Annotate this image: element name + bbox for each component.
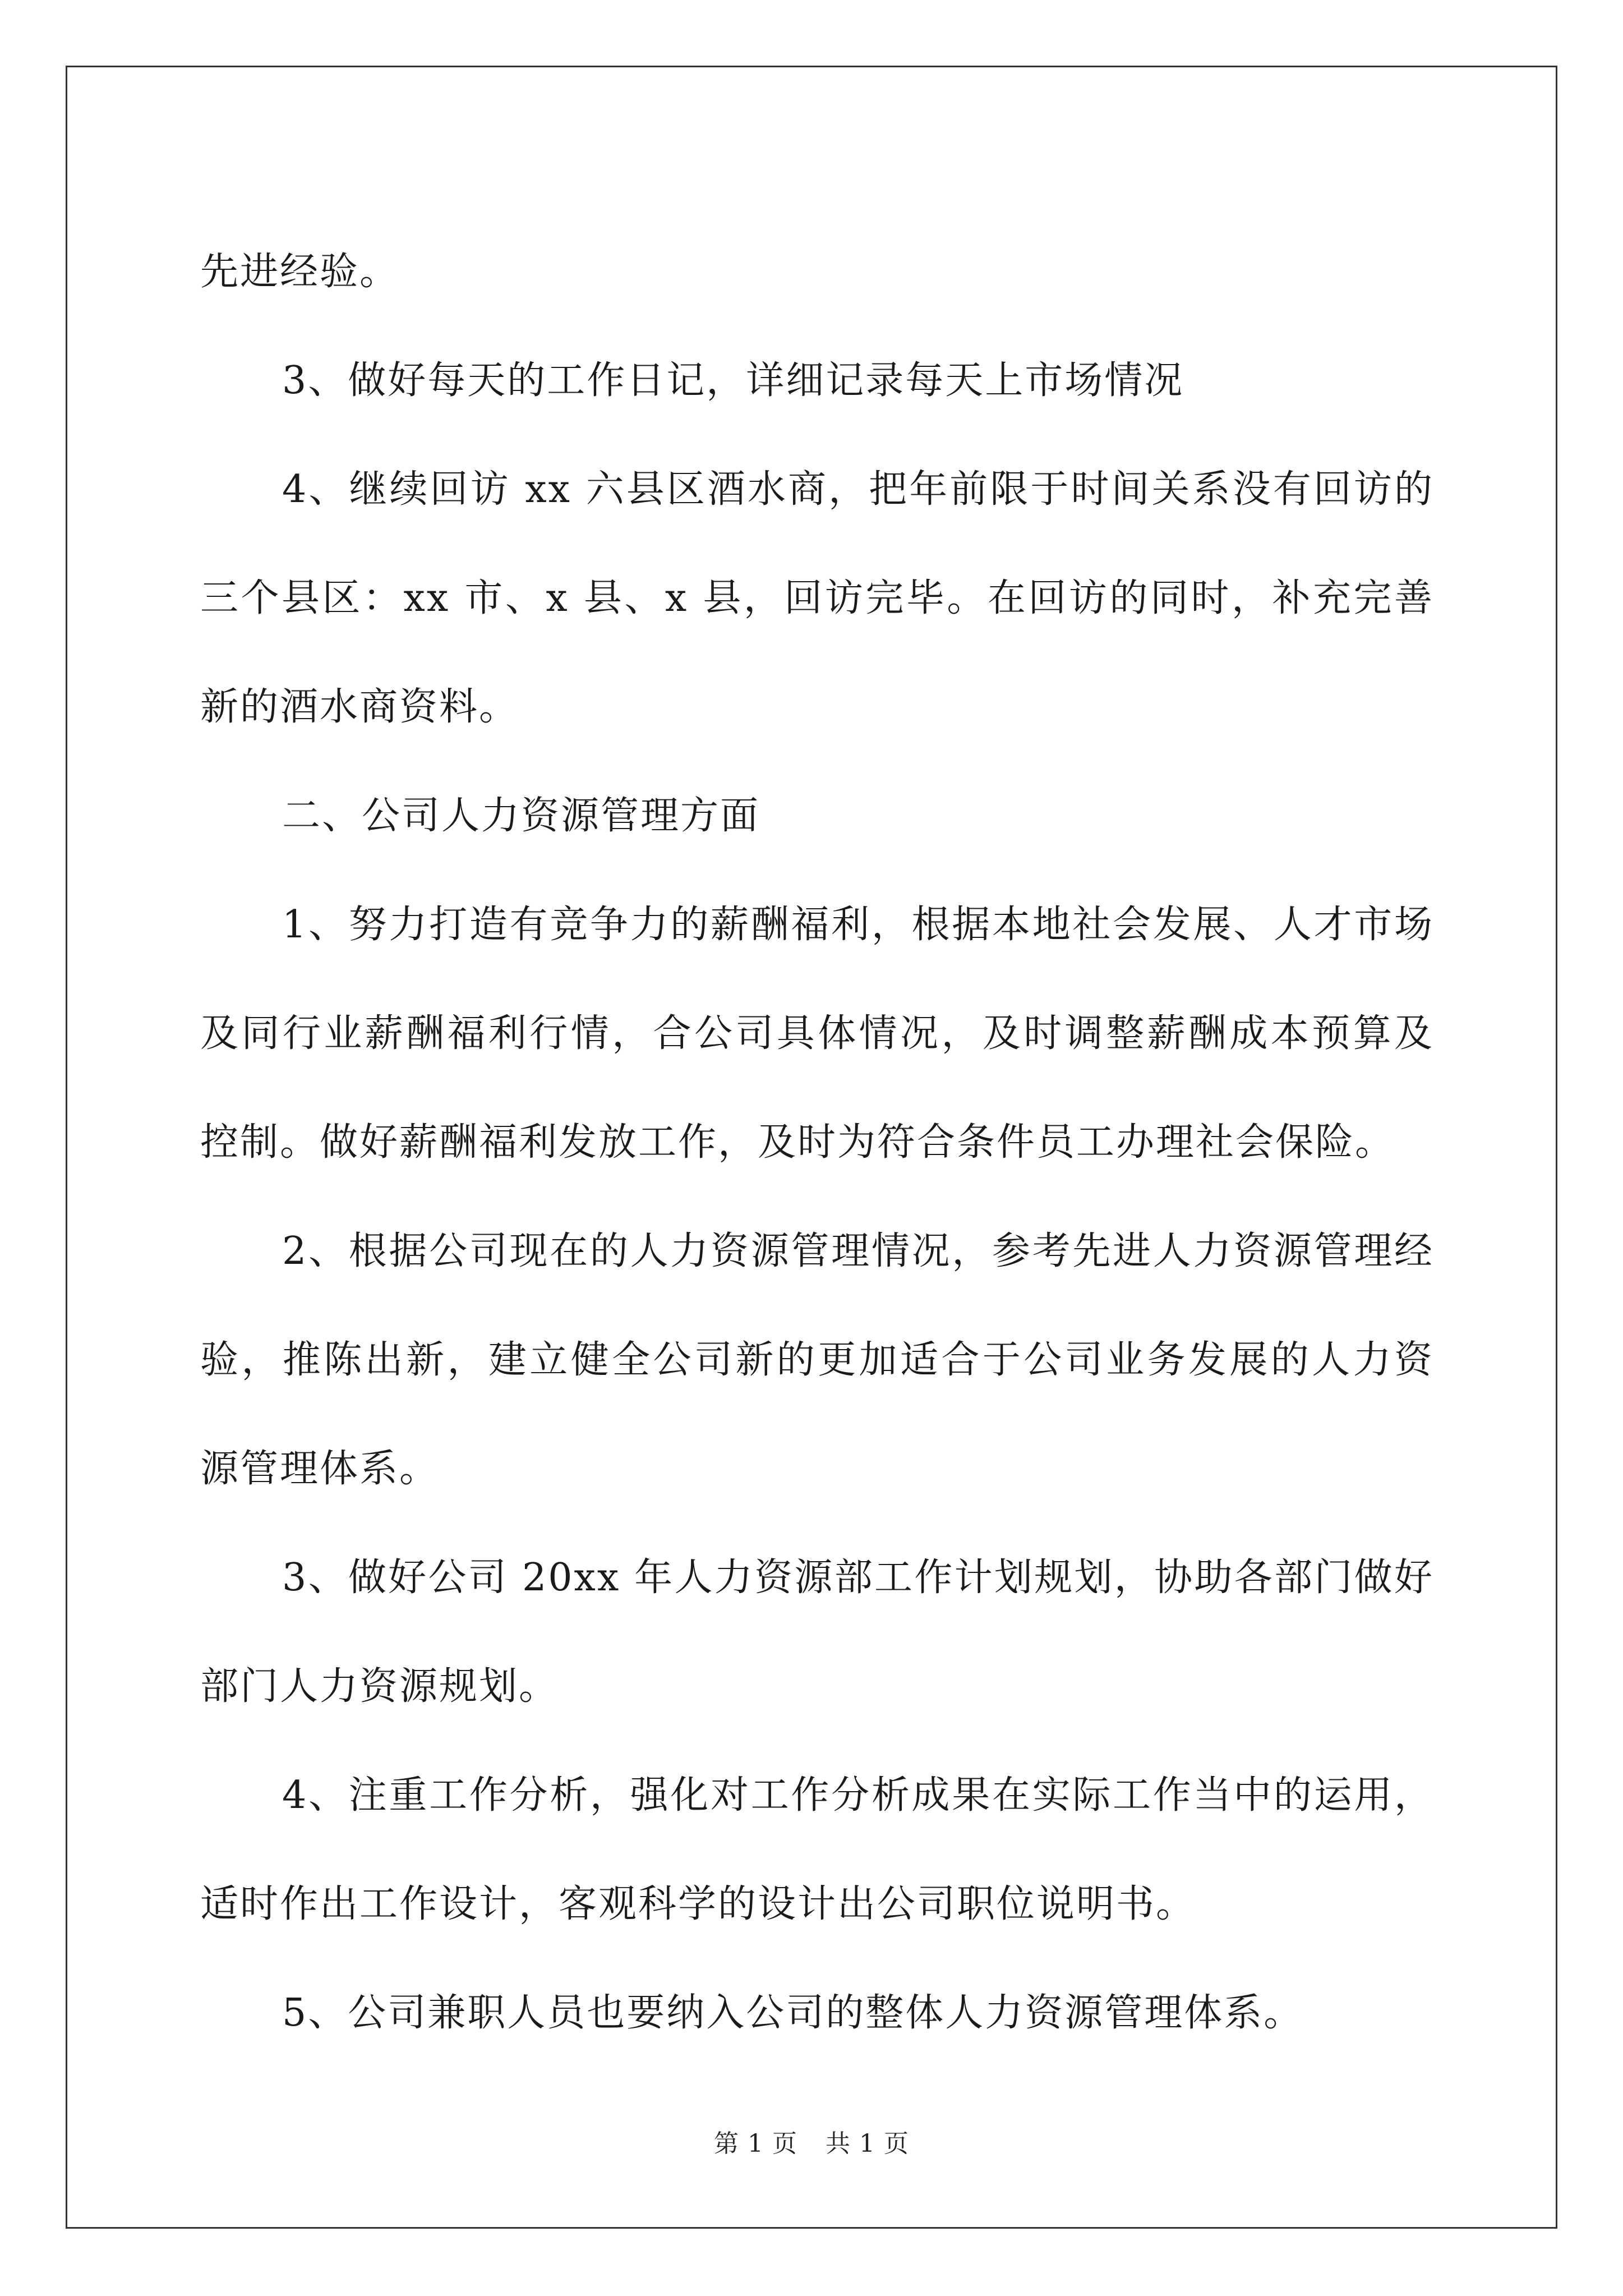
page-footer bbox=[0, 2123, 1623, 2159]
paragraph-item-3-diary: 3、做好每天的工作日记，详细记录每天上市场情况 bbox=[282, 358, 1184, 403]
paragraph-hr-item-3: 3、做好公司 20xx 年人力资源部工作计划规划，协助各部门做好部门人力资源规划。 bbox=[200, 1556, 1434, 1709]
paragraph-hr-item-1: 1、努力打造有竞争力的薪酬福利，根据本地社会发展、人才市场及同行业薪酬福利行情，合公司具体情况，及时调整薪酬成本预算及控制。做好薪酬福利发放工作，及时为符合条件员工办理社会保险。 bbox=[200, 903, 1434, 1165]
paragraph-hr-item-5: 5、公司兼职人员也要纳入公司的整体人力资源管理体系。 bbox=[282, 1991, 1304, 2035]
page-number-current: 第 1 页 bbox=[714, 2129, 797, 2158]
page-number-total: 共 1 页 bbox=[826, 2129, 909, 2158]
section-heading-hr: 二、公司人力资源管理方面 bbox=[282, 794, 760, 838]
document-body bbox=[200, 218, 1434, 2068]
paragraph-item-4-revisit: 4、继续回访 xx 六县区酒水商，把年前限于时间关系没有回访的三个县区：xx 市、x 县、x 县，回访完毕。在回访的同时，补充完善新的酒水商资料。 bbox=[200, 467, 1434, 729]
paragraph-hr-item-2: 2、根据公司现在的人力资源管理情况，参考先进人力资源管理经验，推陈出新，建立健全公司新的更加适合于公司业务发展的人力资源管理体系。 bbox=[200, 1229, 1434, 1491]
paragraph-continuation: 先进经验。 bbox=[200, 250, 400, 294]
paragraph-hr-item-4: 4、注重工作分析，强化对工作分析成果在实际工作当中的运用，适时作出工作设计，客观科学的设计出公司职位说明书。 bbox=[200, 1773, 1434, 1926]
